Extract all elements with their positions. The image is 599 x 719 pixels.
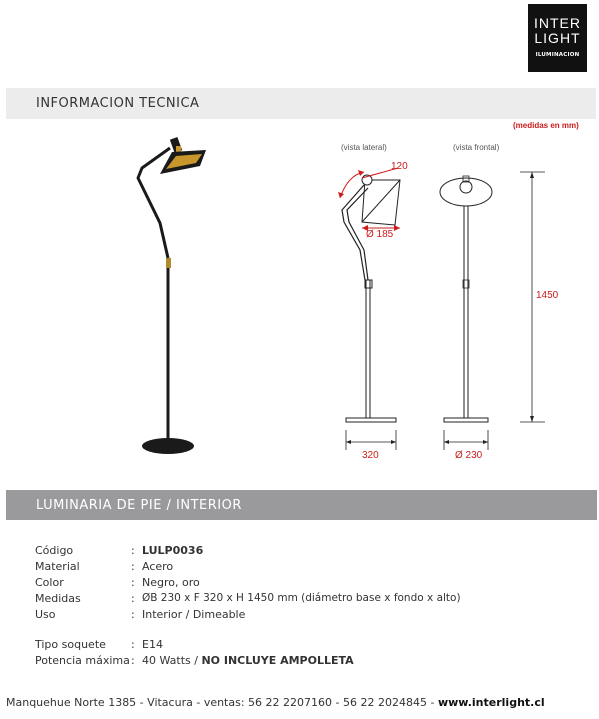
dim-shade-depth: 120 (391, 161, 408, 172)
spec-value: LULP0036 (142, 544, 204, 557)
spec-value: E14 (142, 638, 163, 651)
spec-key: Tipo soquete (35, 638, 106, 651)
spec-value: Acero (142, 560, 174, 573)
spec-key: Color (35, 576, 64, 589)
dim-base-depth: 320 (362, 450, 379, 461)
product-category: LUMINARIA DE PIE / INTERIOR (36, 498, 242, 513)
dim-shade-diameter: Ø 185 (366, 229, 394, 240)
footer-contact: Manquehue Norte 1385 - Vitacura - ventas: 56 22 2207160 - 56 22 2024845 - www.interlight.cl (6, 696, 545, 709)
dim-height: 1450 (536, 290, 559, 301)
product-category-band (6, 490, 597, 520)
page-title: INFORMACION TECNICA (36, 96, 200, 111)
footer-sales-phone: ventas: 56 22 2207160 (203, 696, 333, 709)
spec-key: Material (35, 560, 80, 573)
lamp-photo (120, 128, 220, 458)
brand-logo (528, 4, 587, 72)
technical-drawing (320, 150, 580, 460)
side-view-label: (vista lateral) (341, 143, 387, 152)
logo-line-2: LIGHT (534, 30, 581, 46)
footer-phone: 56 22 2024845 (343, 696, 427, 709)
spec-key: Medidas (35, 592, 81, 605)
dim-base-diameter: Ø 230 (455, 450, 483, 461)
spec-value: Negro, oro (142, 576, 200, 589)
footer-city: Vitacura (147, 696, 193, 709)
spec-value: ØB 230 x F 320 x H 1450 mm (diámetro base x fondo x alto) (142, 592, 461, 604)
spec-key: Uso (35, 608, 56, 621)
logo-line-1: INTER (534, 15, 581, 31)
spec-key: Potencia máxima (35, 654, 130, 667)
footer-website-link[interactable]: www.interlight.cl (437, 696, 545, 709)
tech-info-header (6, 88, 596, 119)
logo-subtitle: ILUMINACION (535, 52, 580, 58)
front-view-label: (vista frontal) (453, 143, 500, 152)
spec-value: 40 Watts / NO INCLUYE AMPOLLETA (142, 654, 354, 667)
footer-address: Manquehue Norte 1385 (6, 696, 137, 709)
spec-key: Código (35, 544, 74, 557)
units-note: (medidas en mm) (513, 121, 579, 130)
spec-value: Interior / Dimeable (142, 608, 246, 621)
